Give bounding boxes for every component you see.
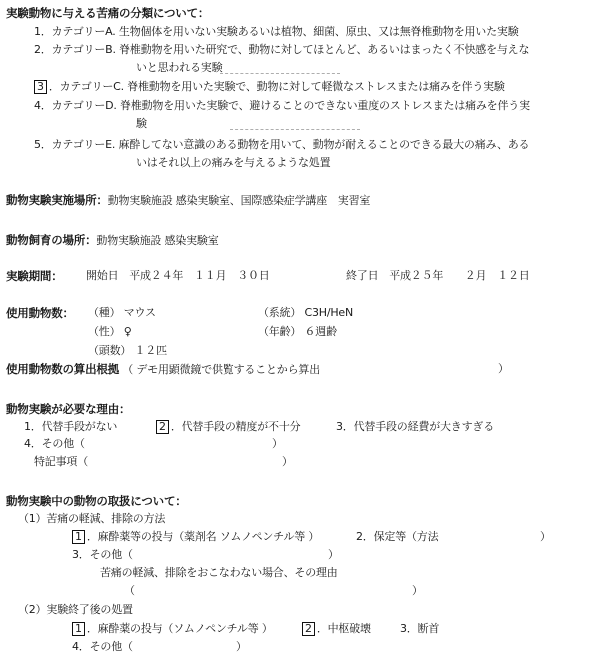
selected-box-reason-2: 2 [156,420,169,434]
animals-species [88,306,156,320]
reason-other-close: ） [272,437,283,450]
period-row [6,269,63,284]
handling-sec2-item2-text: 中枢破壊 [327,622,371,635]
reason-item-2: 2 ．代替手段の精度が不十分 [156,420,300,434]
breeding-label: 動物飼育の場所： [6,233,97,247]
handling-sec1-reason: 苦痛の軽減、排除をおこなわない場合、その理由 [100,566,338,579]
age-label: （年齢） [258,325,302,338]
handling-sec1: （1）苦痛の軽減、排除の方法 [18,512,166,525]
basis-close: ） [498,362,509,375]
sex-value: ♀ [123,325,132,338]
category-e-text: 麻酔してない意識のある動物を用いて、動物が耐えることのできる最大の痛み、ある [118,138,530,151]
reason-item-3: 3．代替手段の経費が大きすぎる [336,420,494,433]
scan-artifact-line [220,73,340,74]
handling-sec2-item4-close: ） [236,640,247,653]
handling-sec1-item1: 1 ．麻酔薬等の投与（薬剤名 ソムノペンチル等 ） [72,530,319,544]
count-label: （頭数） [88,344,132,357]
age-value: ６週齢 [304,325,337,338]
category-d-text: 脊椎動物を用いた実験で、避けることのできない重度のストレスまたは痛みを伴う実 [120,99,530,112]
category-b-text: 脊椎動物を用いた研究で、動物に対してほとんど、あるいはまったく不快感を与えな [119,43,530,56]
category-d [34,99,530,113]
basis-row [6,362,320,377]
selected-box-sec2-1: 1 [72,622,85,636]
handling-sec2-item1: 1 ．麻酔薬の投与（ソムノペンチル等 ） [72,622,273,636]
category-c-text: 脊椎動物を用いた実験で、動物に対して軽微なストレスまたは痛みを伴う実験 [127,80,505,93]
strain-value: C3H/HeN [304,306,354,319]
period-end: 終了日 平成２５年 ２月 １２日 [346,269,530,282]
handling-sec1-reason-open: （ [124,584,135,597]
period-start: 開始日 平成２４年 １１月 ３０日 [86,269,270,282]
handling-sec1-reason-close: ） [412,584,423,597]
basis-value: デモ用顕微鏡で供覧することから算出 [136,363,321,376]
handling-sec1-item3-close: ） [328,548,339,561]
category-a-text: 生物個体を用いない実験あるいは植物、細菌、原虫、又は無脊椎動物を用いた実験 [118,25,519,38]
count-value: １２匹 [134,344,167,357]
category-c-num: カテゴリーC. [59,80,124,93]
basis-label: 使用動物数の算出根拠 [6,362,119,376]
category-e-num: 5．カテゴリーE. [34,138,116,151]
handling-sec2-item2: 2 ．中枢破壊 [302,622,371,636]
breeding-row [6,233,219,248]
handling-label: 動物実験中の動物の取扱について： [6,494,187,508]
category-e [34,138,529,152]
basis-open: （ [122,363,134,376]
reason-item-1: 1．代替手段がない [24,420,118,433]
handling-sec2-item4: 4．その他（ [72,640,133,653]
reason-other: 4．その他（ [24,437,85,450]
handling-sec2-item1-text: 麻酔薬の投与（ソムノペンチル等 ） [97,622,273,635]
animals-age [258,325,337,339]
strain-label: （系統） [258,306,302,319]
category-b [34,43,529,57]
handling-sec1-item2: 2．保定等（方法 [356,530,439,543]
location-label: 動物実験実施場所： [6,193,108,207]
selected-box-sec1-1: 1 [72,530,85,544]
species-value: マウス [123,306,156,319]
category-b-cont: いと思われる実験 [136,61,223,74]
handling-sec1-item3: 3．その他（ [72,548,133,561]
animals-strain [258,306,353,320]
sex-label: （性） [88,325,121,338]
category-b-num: 2．カテゴリーB. [34,43,116,56]
reason-special: 特記事項（ [34,455,88,468]
reason-label: 動物実験が必要な理由： [6,402,131,416]
handling-sec2-item3: 3．断首 [400,622,440,635]
reason-special-close: ） [282,455,293,468]
selected-box-category-c: 3 [34,80,47,94]
handling-sec2: （2）実験終了後の処置 [18,603,133,616]
animals-sex [88,325,132,339]
category-a-num: 1．カテゴリーA. [34,25,116,38]
location-row [6,193,370,208]
section-title-pain-classification: 実験動物に与える苦痛の分類について： [6,6,210,20]
scan-artifact-line [230,129,360,130]
category-a [34,25,519,39]
category-c: 3 ．カテゴリーC. 脊椎動物を用いた実験で、動物に対して軽微なストレスまたは痛みを伴う実験 [34,80,505,94]
category-d-cont: 験 [136,117,147,130]
reason-item-2-text: 代替手段の精度が不十分 [181,420,301,433]
handling-sec1-item1-text: 麻酔薬等の投与（薬剤名 ソムノペンチル等 ） [97,530,320,543]
animals-count [88,344,167,358]
category-e-cont: いはそれ以上の痛みを与えるような処置 [136,156,331,169]
handling-sec1-item2-close: ） [540,530,551,543]
period-label: 実験期間： [6,269,63,283]
selected-box-sec2-2: 2 [302,622,315,636]
location-value: 動物実験施設 感染実験室、国際感染症学講座 実習室 [107,194,371,207]
category-d-num: 4．カテゴリーD. [34,99,117,112]
breeding-value: 動物実験施設 感染実験室 [96,234,219,247]
animals-label: 使用動物数： [6,306,74,320]
species-label: （種） [88,306,121,319]
